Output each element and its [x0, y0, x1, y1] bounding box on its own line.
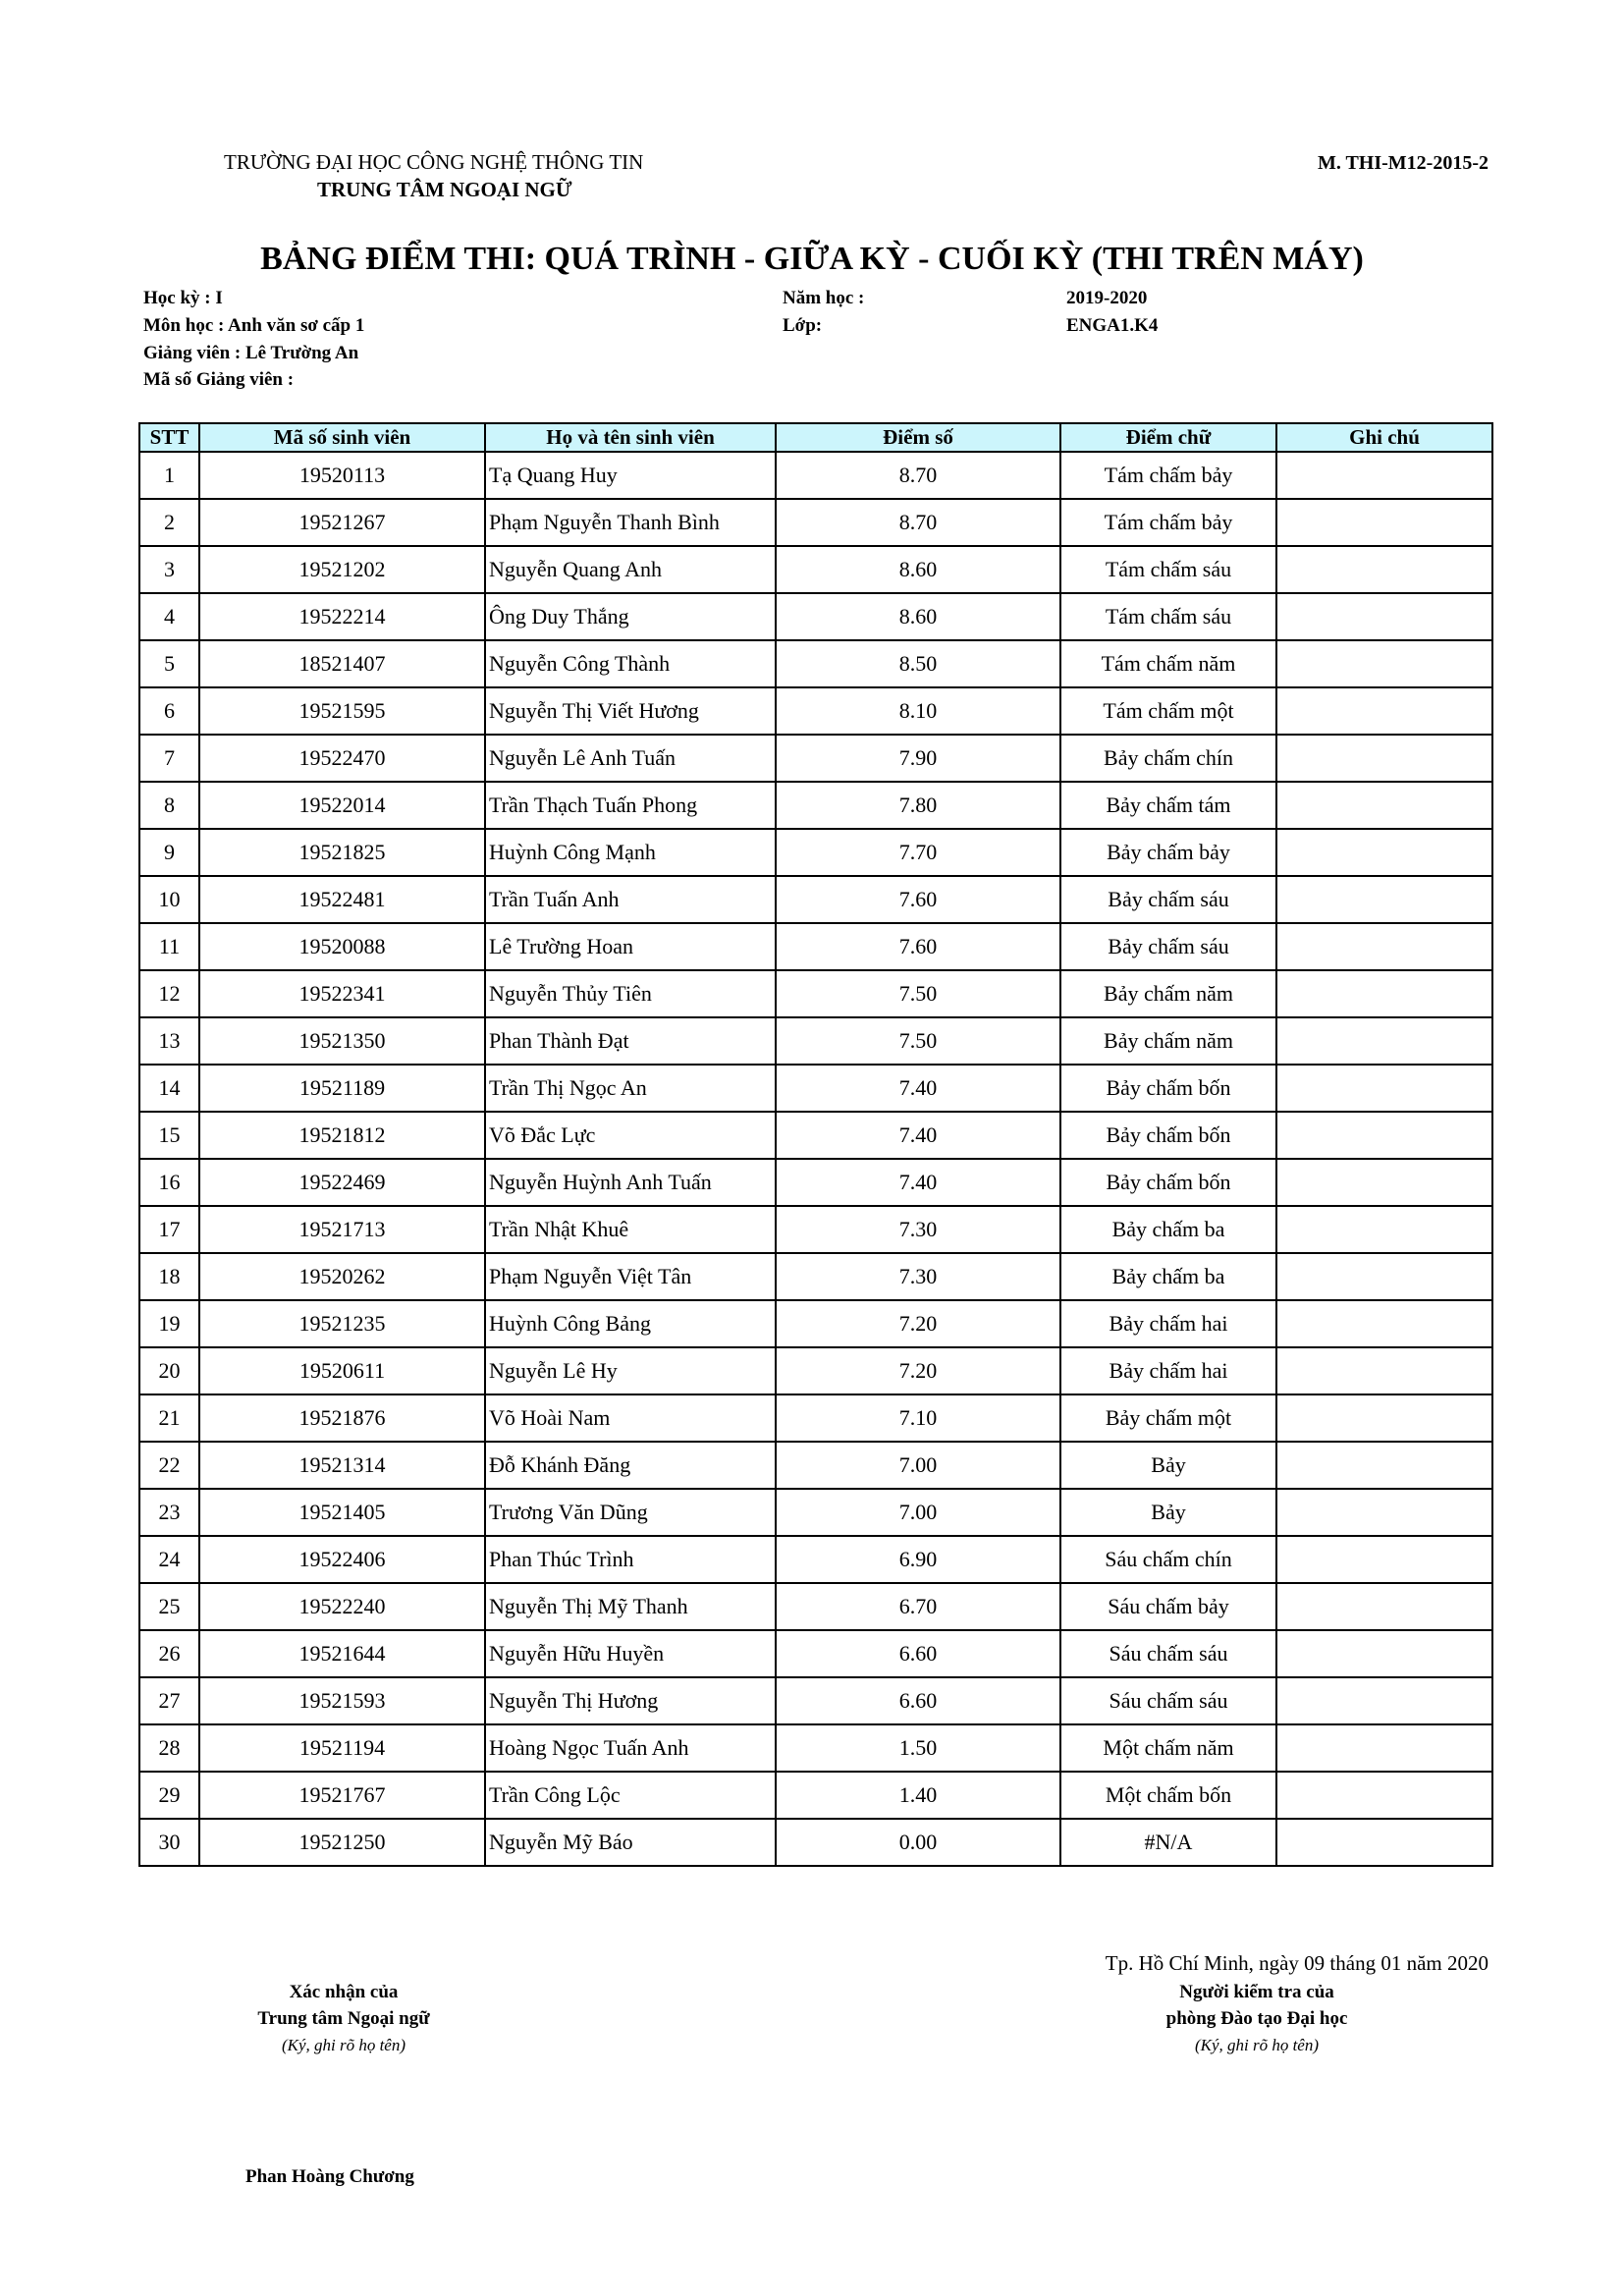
cell-score-words: Bảy chấm bảy	[1060, 829, 1276, 876]
cell-stt: 18	[139, 1253, 199, 1300]
cell-score: 7.10	[776, 1394, 1060, 1442]
cell-student-name: Phạm Nguyễn Thanh Bình	[485, 499, 776, 546]
cell-student-id: 19521202	[199, 546, 485, 593]
cell-score: 7.60	[776, 876, 1060, 923]
cell-score: 7.90	[776, 735, 1060, 782]
cell-student-name: Phan Thành Đạt	[485, 1017, 776, 1065]
table-row	[139, 1253, 1492, 1300]
cell-stt: 6	[139, 687, 199, 735]
cell-notes	[1276, 1300, 1492, 1347]
cell-student-name: Lê Trường Hoan	[485, 923, 776, 970]
year-value: 2019-2020	[1066, 288, 1148, 308]
page-title: BẢNG ĐIỂM THI: QUÁ TRÌNH - GIỮA KỲ - CUỐI KỲ (THI TRÊN MÁY)	[260, 241, 1364, 277]
col-header-stt: STT	[139, 423, 199, 452]
table-row	[139, 1630, 1492, 1677]
cell-student-id: 19522214	[199, 593, 485, 640]
table-row	[139, 829, 1492, 876]
cell-score-words: Bảy chấm bốn	[1060, 1065, 1276, 1112]
cell-notes	[1276, 499, 1492, 546]
cell-notes	[1276, 1394, 1492, 1442]
cell-student-id: 19521314	[199, 1442, 485, 1489]
lecturer-id-label: Mã số Giảng viên :	[143, 369, 295, 390]
semester-label: Học kỳ : I	[143, 288, 223, 308]
cell-student-name: Trần Công Lộc	[485, 1772, 776, 1819]
cell-stt: 7	[139, 735, 199, 782]
cell-student-name: Trần Nhật Khuê	[485, 1206, 776, 1253]
cell-stt: 9	[139, 829, 199, 876]
cell-stt: 12	[139, 970, 199, 1017]
table-row	[139, 1347, 1492, 1394]
cell-score: 7.60	[776, 923, 1060, 970]
cell-notes	[1276, 1112, 1492, 1159]
lecturer-label: Giảng viên : Lê Trường An	[143, 343, 359, 363]
cell-student-name: Trần Thị Ngọc An	[485, 1065, 776, 1112]
cell-notes	[1276, 782, 1492, 829]
cell-student-name: Huỳnh Công Mạnh	[485, 829, 776, 876]
table-row	[139, 1819, 1492, 1866]
cell-score-words: Bảy	[1060, 1442, 1276, 1489]
cell-notes	[1276, 1772, 1492, 1819]
cell-score: 7.30	[776, 1253, 1060, 1300]
cell-notes	[1276, 546, 1492, 593]
cell-score: 1.40	[776, 1772, 1060, 1819]
cell-student-id: 19521235	[199, 1300, 485, 1347]
cell-student-name: Nguyễn Thị Mỹ Thanh	[485, 1583, 776, 1630]
cell-stt: 20	[139, 1347, 199, 1394]
class-label: Lớp:	[783, 315, 823, 336]
cell-student-name: Trương Văn Dũng	[485, 1489, 776, 1536]
cell-notes	[1276, 1677, 1492, 1724]
cell-student-id: 19521812	[199, 1112, 485, 1159]
cell-student-id: 19522469	[199, 1159, 485, 1206]
cell-student-id: 19521595	[199, 687, 485, 735]
cell-notes	[1276, 829, 1492, 876]
cell-score: 7.40	[776, 1159, 1060, 1206]
cell-student-id: 18521407	[199, 640, 485, 687]
cell-score-words: Sáu chấm chín	[1060, 1536, 1276, 1583]
cell-notes	[1276, 1206, 1492, 1253]
cell-student-name: Nguyễn Huỳnh Anh Tuấn	[485, 1159, 776, 1206]
cell-score: 6.60	[776, 1677, 1060, 1724]
cell-student-id: 19521876	[199, 1394, 485, 1442]
cell-notes	[1276, 593, 1492, 640]
course-label: Môn học : Anh văn sơ cấp 1	[143, 315, 365, 336]
cell-score-words: Tám chấm bảy	[1060, 499, 1276, 546]
right-signature-title-1: Người kiểm tra của	[1179, 1982, 1334, 2002]
cell-student-id: 19521194	[199, 1724, 485, 1772]
cell-score-words: #N/A	[1060, 1819, 1276, 1866]
table-row	[139, 1206, 1492, 1253]
cell-student-id: 19522240	[199, 1583, 485, 1630]
cell-stt: 29	[139, 1772, 199, 1819]
cell-student-id: 19520611	[199, 1347, 485, 1394]
year-label: Năm học :	[783, 288, 865, 308]
col-header-student-id: Mã số sinh viên	[199, 423, 485, 452]
cell-score-words: Bảy chấm bốn	[1060, 1159, 1276, 1206]
cell-notes	[1276, 1819, 1492, 1866]
class-value: ENGA1.K4	[1066, 315, 1159, 336]
cell-student-id: 19521644	[199, 1630, 485, 1677]
cell-student-name: Nguyễn Công Thành	[485, 640, 776, 687]
cell-student-name: Trần Thạch Tuấn Phong	[485, 782, 776, 829]
cell-score: 7.00	[776, 1489, 1060, 1536]
cell-notes	[1276, 1442, 1492, 1489]
table-row	[139, 1065, 1492, 1112]
cell-stt: 23	[139, 1489, 199, 1536]
table-row	[139, 1724, 1492, 1772]
cell-notes	[1276, 1065, 1492, 1112]
cell-student-id: 19521713	[199, 1206, 485, 1253]
place-date: Tp. Hồ Chí Minh, ngày 09 tháng 01 năm 2020	[1105, 1951, 1489, 1975]
cell-student-name: Võ Đắc Lực	[485, 1112, 776, 1159]
right-signature-note: (Ký, ghi rõ họ tên)	[1194, 2036, 1320, 2054]
cell-student-name: Phạm Nguyễn Việt Tân	[485, 1253, 776, 1300]
cell-score-words: Bảy chấm sáu	[1060, 876, 1276, 923]
cell-stt: 3	[139, 546, 199, 593]
cell-notes	[1276, 687, 1492, 735]
cell-stt: 26	[139, 1630, 199, 1677]
cell-notes	[1276, 970, 1492, 1017]
cell-score: 6.60	[776, 1630, 1060, 1677]
left-signature-title-2: Trung tâm Ngoại ngữ	[257, 2008, 430, 2029]
cell-score: 0.00	[776, 1819, 1060, 1866]
cell-score: 6.90	[776, 1536, 1060, 1583]
table-row	[139, 1536, 1492, 1583]
cell-score-words: Bảy chấm tám	[1060, 782, 1276, 829]
left-signature-title-1: Xác nhận của	[289, 1982, 399, 2002]
cell-score: 7.50	[776, 1017, 1060, 1065]
cell-score: 8.70	[776, 499, 1060, 546]
cell-student-id: 19521189	[199, 1065, 485, 1112]
left-signature-note: (Ký, ghi rõ họ tên)	[281, 2036, 406, 2054]
cell-score: 7.80	[776, 782, 1060, 829]
cell-score: 7.20	[776, 1300, 1060, 1347]
cell-stt: 4	[139, 593, 199, 640]
cell-score-words: Một chấm bốn	[1060, 1772, 1276, 1819]
cell-notes	[1276, 640, 1492, 687]
table-row	[139, 1677, 1492, 1724]
cell-stt: 22	[139, 1442, 199, 1489]
cell-student-name: Nguyễn Thị Viết Hương	[485, 687, 776, 735]
cell-score-words: Bảy	[1060, 1489, 1276, 1536]
table-row	[139, 923, 1492, 970]
cell-stt: 24	[139, 1536, 199, 1583]
cell-stt: 16	[139, 1159, 199, 1206]
cell-notes	[1276, 1583, 1492, 1630]
cell-stt: 17	[139, 1206, 199, 1253]
right-signature-title-2: phòng Đào tạo Đại học	[1165, 2008, 1348, 2029]
table-header-row	[139, 423, 1492, 452]
cell-student-id: 19522014	[199, 782, 485, 829]
cell-stt: 13	[139, 1017, 199, 1065]
cell-notes	[1276, 1630, 1492, 1677]
cell-student-name: Nguyễn Lê Anh Tuấn	[485, 735, 776, 782]
cell-score: 8.50	[776, 640, 1060, 687]
cell-student-id: 19521405	[199, 1489, 485, 1536]
cell-score: 7.40	[776, 1112, 1060, 1159]
col-header-score-words: Điểm chữ	[1060, 423, 1276, 452]
cell-student-name: Nguyễn Mỹ Báo	[485, 1819, 776, 1866]
cell-student-id: 19522470	[199, 735, 485, 782]
col-header-student-name: Họ và tên sinh viên	[485, 423, 776, 452]
table-row	[139, 1442, 1492, 1489]
cell-stt: 25	[139, 1583, 199, 1630]
table-row	[139, 782, 1492, 829]
cell-student-id: 19522481	[199, 876, 485, 923]
cell-notes	[1276, 1724, 1492, 1772]
table-row	[139, 687, 1492, 735]
cell-student-id: 19520262	[199, 1253, 485, 1300]
cell-score-words: Một chấm năm	[1060, 1724, 1276, 1772]
cell-score-words: Sáu chấm bảy	[1060, 1583, 1276, 1630]
cell-notes	[1276, 1347, 1492, 1394]
cell-student-id: 19521267	[199, 499, 485, 546]
cell-score-words: Tám chấm một	[1060, 687, 1276, 735]
university-name: TRƯỜNG ĐẠI HỌC CÔNG NGHỆ THÔNG TIN	[224, 150, 644, 174]
table-row	[139, 1489, 1492, 1536]
table-row	[139, 1159, 1492, 1206]
cell-notes	[1276, 1017, 1492, 1065]
cell-student-id: 19522406	[199, 1536, 485, 1583]
cell-stt: 5	[139, 640, 199, 687]
cell-notes	[1276, 876, 1492, 923]
cell-score-words: Bảy chấm ba	[1060, 1206, 1276, 1253]
cell-score-words: Bảy chấm năm	[1060, 970, 1276, 1017]
cell-notes	[1276, 923, 1492, 970]
cell-score-words: Bảy chấm hai	[1060, 1300, 1276, 1347]
grade-table	[138, 422, 1493, 1867]
cell-student-id: 19522341	[199, 970, 485, 1017]
center-name: TRUNG TÂM NGOẠI NGỮ	[317, 178, 572, 201]
cell-notes	[1276, 452, 1492, 499]
cell-score: 8.60	[776, 546, 1060, 593]
table-row	[139, 640, 1492, 687]
cell-score-words: Bảy chấm năm	[1060, 1017, 1276, 1065]
cell-notes	[1276, 735, 1492, 782]
cell-score: 7.70	[776, 829, 1060, 876]
cell-student-name: Phan Thúc Trình	[485, 1536, 776, 1583]
cell-score-words: Sáu chấm sáu	[1060, 1677, 1276, 1724]
table-body	[139, 452, 1492, 1866]
cell-score: 8.70	[776, 452, 1060, 499]
cell-stt: 8	[139, 782, 199, 829]
cell-stt: 15	[139, 1112, 199, 1159]
table-row	[139, 970, 1492, 1017]
cell-stt: 28	[139, 1724, 199, 1772]
cell-score-words: Bảy chấm một	[1060, 1394, 1276, 1442]
cell-student-id: 19520113	[199, 452, 485, 499]
cell-stt: 27	[139, 1677, 199, 1724]
cell-student-id: 19521593	[199, 1677, 485, 1724]
cell-student-id: 19520088	[199, 923, 485, 970]
cell-student-name: Nguyễn Thị Hương	[485, 1677, 776, 1724]
cell-student-name: Ông Duy Thắng	[485, 593, 776, 640]
cell-score-words: Bảy chấm sáu	[1060, 923, 1276, 970]
table-row	[139, 1772, 1492, 1819]
signer-name: Phan Hoàng Chương	[245, 2166, 414, 2187]
table-row	[139, 1394, 1492, 1442]
cell-score-words: Tám chấm năm	[1060, 640, 1276, 687]
table-row	[139, 1017, 1492, 1065]
table-row	[139, 1112, 1492, 1159]
cell-student-id: 19521350	[199, 1017, 485, 1065]
cell-score-words: Tám chấm sáu	[1060, 546, 1276, 593]
col-header-score: Điểm số	[776, 423, 1060, 452]
cell-notes	[1276, 1159, 1492, 1206]
cell-stt: 10	[139, 876, 199, 923]
cell-student-id: 19521825	[199, 829, 485, 876]
form-code: M. THI-M12-2015-2	[1317, 152, 1489, 174]
cell-score-words: Bảy chấm ba	[1060, 1253, 1276, 1300]
cell-notes	[1276, 1253, 1492, 1300]
cell-student-name: Trần Tuấn Anh	[485, 876, 776, 923]
cell-student-name: Hoàng Ngọc Tuấn Anh	[485, 1724, 776, 1772]
cell-stt: 21	[139, 1394, 199, 1442]
cell-stt: 11	[139, 923, 199, 970]
cell-stt: 2	[139, 499, 199, 546]
cell-notes	[1276, 1536, 1492, 1583]
cell-student-name: Tạ Quang Huy	[485, 452, 776, 499]
cell-notes	[1276, 1489, 1492, 1536]
table-row	[139, 876, 1492, 923]
cell-student-id: 19521767	[199, 1772, 485, 1819]
table-row	[139, 546, 1492, 593]
cell-score: 8.10	[776, 687, 1060, 735]
table-row	[139, 735, 1492, 782]
cell-student-name: Đỗ Khánh Đăng	[485, 1442, 776, 1489]
table-row	[139, 499, 1492, 546]
cell-stt: 19	[139, 1300, 199, 1347]
cell-stt: 14	[139, 1065, 199, 1112]
cell-score: 7.50	[776, 970, 1060, 1017]
cell-student-name: Nguyễn Lê Hy	[485, 1347, 776, 1394]
cell-student-name: Huỳnh Công Bảng	[485, 1300, 776, 1347]
table-row	[139, 1300, 1492, 1347]
cell-score: 1.50	[776, 1724, 1060, 1772]
cell-student-name: Nguyễn Quang Anh	[485, 546, 776, 593]
cell-score-words: Bảy chấm hai	[1060, 1347, 1276, 1394]
cell-score-words: Tám chấm sáu	[1060, 593, 1276, 640]
table-row	[139, 593, 1492, 640]
table-row	[139, 452, 1492, 499]
cell-stt: 30	[139, 1819, 199, 1866]
cell-score: 8.60	[776, 593, 1060, 640]
cell-student-name: Nguyễn Hữu Huyền	[485, 1630, 776, 1677]
cell-score: 7.20	[776, 1347, 1060, 1394]
cell-score-words: Bảy chấm chín	[1060, 735, 1276, 782]
cell-student-name: Nguyễn Thủy Tiên	[485, 970, 776, 1017]
cell-score-words: Sáu chấm sáu	[1060, 1630, 1276, 1677]
cell-score-words: Tám chấm bảy	[1060, 452, 1276, 499]
cell-score: 7.30	[776, 1206, 1060, 1253]
cell-score: 7.40	[776, 1065, 1060, 1112]
cell-score: 7.00	[776, 1442, 1060, 1489]
col-header-notes: Ghi chú	[1276, 423, 1492, 452]
cell-stt: 1	[139, 452, 199, 499]
cell-student-name: Võ Hoài Nam	[485, 1394, 776, 1442]
cell-score-words: Bảy chấm bốn	[1060, 1112, 1276, 1159]
table-row	[139, 1583, 1492, 1630]
cell-student-id: 19521250	[199, 1819, 485, 1866]
cell-score: 6.70	[776, 1583, 1060, 1630]
